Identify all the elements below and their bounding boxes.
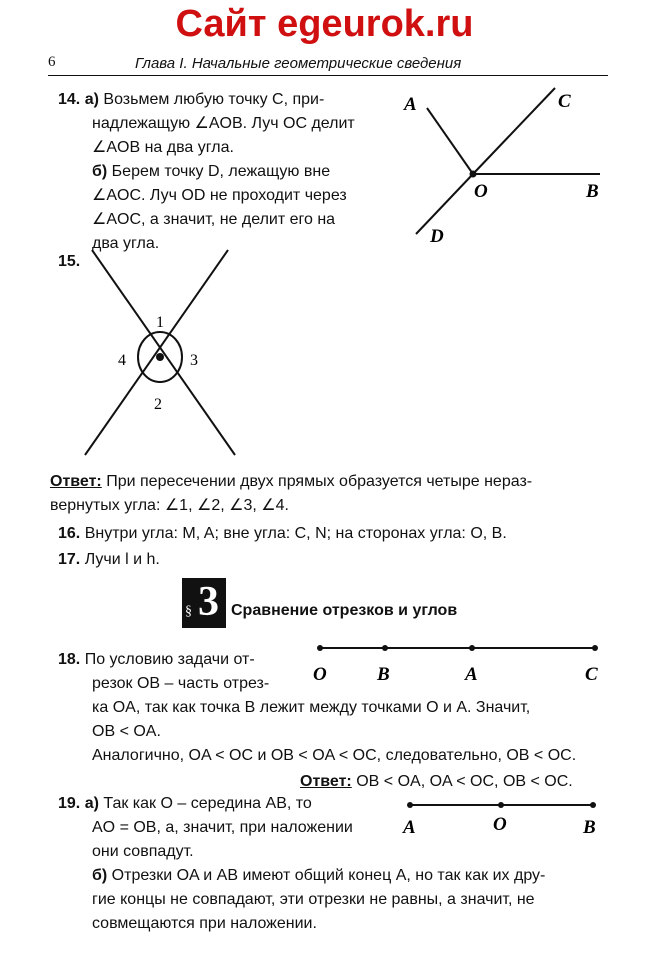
angle-label-4: 4 bbox=[118, 352, 126, 369]
angle-label-1: 1 bbox=[156, 314, 164, 331]
problem-19-line6: совмещаются при наложении. bbox=[92, 915, 317, 932]
label-b: B bbox=[586, 181, 599, 202]
problem-19-b-label: б) bbox=[92, 867, 108, 884]
point-b bbox=[382, 645, 388, 651]
ray-oa bbox=[427, 108, 473, 174]
problem-14-text: Возьмем любую точку C, при- bbox=[103, 91, 325, 108]
problem-14-number: 14. bbox=[58, 91, 81, 108]
intersection-point bbox=[156, 353, 164, 361]
label-a: A bbox=[403, 817, 416, 838]
point-c bbox=[592, 645, 598, 651]
label-o: O bbox=[474, 181, 488, 202]
problem-16 bbox=[58, 522, 507, 546]
problem-17-number: 17. bbox=[58, 551, 81, 568]
problem-19-number: 19. bbox=[58, 795, 81, 812]
section-badge bbox=[182, 578, 226, 628]
angle-label-2: 2 bbox=[154, 396, 162, 413]
problem-14-line3: ∠AOB на два угла. bbox=[92, 139, 234, 156]
problem-18-number: 18. bbox=[58, 651, 81, 668]
problem-17-text: Лучи l и h. bbox=[84, 551, 160, 568]
problem-18-text: По условию задачи от- bbox=[84, 651, 255, 668]
problem-19-text: Отрезки OA и AB имеют общий конец A, но так как их дру- bbox=[111, 867, 546, 884]
page-number: 6 bbox=[48, 54, 56, 70]
problem-19-text: Так как O – середина AB, то bbox=[103, 795, 312, 812]
figure-15-intersecting-lines bbox=[80, 245, 250, 465]
problem-18-line5: Аналогично, OA < OC и OB < OA < OC, следовательно, OB < OC. bbox=[92, 747, 577, 764]
ray-od bbox=[416, 174, 473, 234]
ray-oc bbox=[473, 88, 555, 174]
problem-19-line2: AO = OB, а, значит, при наложении bbox=[92, 819, 353, 836]
problem-19-line1 bbox=[58, 792, 312, 816]
answer-text: OB < OA, OA < OC, OB < OC. bbox=[356, 773, 573, 790]
label-o: O bbox=[313, 664, 327, 685]
problem-14-text: Берем точку D, лежащую вне bbox=[111, 163, 331, 180]
problem-14-line1 bbox=[58, 88, 324, 112]
label-b: B bbox=[583, 817, 596, 838]
section-symbol: § bbox=[185, 604, 192, 619]
answer-label: Ответ: bbox=[300, 773, 352, 790]
problem-19-line5: гие концы не совпадают, эти отрезки не равны, а значит, не bbox=[92, 891, 535, 908]
problem-16-number: 16. bbox=[58, 525, 81, 542]
line-1 bbox=[92, 250, 235, 455]
problem-14-line2: надлежащую ∠AOB. Луч OC делит bbox=[92, 115, 355, 132]
label-a: A bbox=[465, 664, 478, 685]
angle-label-3: 3 bbox=[190, 352, 198, 369]
problem-19-line4 bbox=[92, 864, 545, 888]
problem-17 bbox=[58, 548, 160, 572]
problem-14-line4 bbox=[92, 160, 330, 184]
label-b: B bbox=[377, 664, 390, 685]
point-a bbox=[407, 802, 413, 808]
header-divider bbox=[48, 75, 608, 76]
label-d: D bbox=[430, 226, 444, 247]
problem-19-a-label: а) bbox=[84, 795, 99, 812]
problem-19-line3: они совпадут. bbox=[92, 843, 194, 860]
problem-15-number: 15. bbox=[58, 253, 81, 270]
problem-15-answer-line1 bbox=[50, 470, 532, 494]
label-o: O bbox=[493, 814, 507, 835]
label-c: C bbox=[558, 91, 571, 112]
problem-14-b-label: б) bbox=[92, 163, 108, 180]
problem-14-a-label: а) bbox=[84, 91, 99, 108]
answer-label: Ответ: bbox=[50, 473, 102, 490]
label-a: A bbox=[404, 94, 417, 115]
problem-14-line7: два угла. bbox=[92, 235, 160, 252]
point-o bbox=[317, 645, 323, 651]
chapter-title: Глава I. Начальные геометрические сведения bbox=[135, 55, 462, 72]
problem-18-line3: ка OA, так как точка B лежит между точками O и A. Значит, bbox=[92, 699, 531, 716]
problem-18-line4: OB < OA. bbox=[92, 723, 161, 740]
problem-15-answer-line2: вернутых угла: ∠1, ∠2, ∠3, ∠4. bbox=[50, 497, 289, 514]
problem-14-line6: ∠AOC, а значит, не делит его на bbox=[92, 211, 336, 228]
problem-18-line1 bbox=[58, 648, 255, 672]
figure-18-segment bbox=[305, 640, 615, 690]
figure-14-angle bbox=[400, 80, 610, 250]
point-a bbox=[469, 645, 475, 651]
label-c: C bbox=[585, 664, 598, 685]
section-number: 3 bbox=[198, 579, 219, 625]
figure-19-segment bbox=[395, 795, 610, 840]
section-title: Сравнение отрезков и углов bbox=[231, 602, 458, 619]
problem-18-answer bbox=[300, 770, 573, 794]
problem-14-line5: ∠AOC. Луч OD не проходит через bbox=[92, 187, 347, 204]
line-2 bbox=[85, 250, 228, 455]
answer-text: При пересечении двух прямых образуется четыре нераз- bbox=[106, 473, 533, 490]
problem-16-text: Внутри угла: M, A; вне угла: C, N; на сторонах угла: O, B. bbox=[84, 525, 507, 542]
point-b bbox=[590, 802, 596, 808]
point-o bbox=[470, 171, 477, 178]
site-title: Сайт egeurok.ru bbox=[175, 3, 474, 45]
problem-18-line2: резок OB – часть отрез- bbox=[92, 675, 270, 692]
point-o bbox=[498, 802, 504, 808]
